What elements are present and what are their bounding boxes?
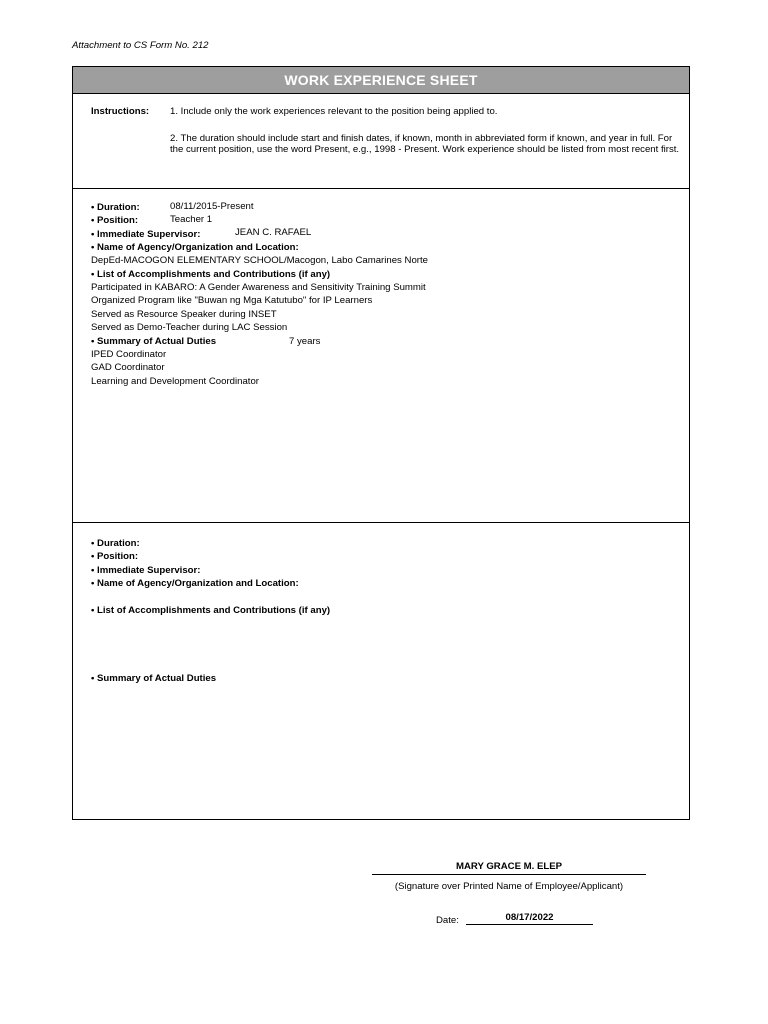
agency-label: • Name of Agency/Organization and Location: xyxy=(91,578,299,589)
accomplishments-label: • List of Accomplishments and Contributions (if any) xyxy=(91,605,331,616)
duties-label: • Summary of Actual Duties xyxy=(91,336,217,347)
accomplishment-item: Organized Program like "Buwan ng Mga Katutubo" for IP Learners xyxy=(91,295,373,306)
duration-label: • Duration: xyxy=(91,202,140,213)
work-experience-form xyxy=(72,66,690,820)
instructions-section xyxy=(73,94,689,189)
position-label: • Position: xyxy=(91,551,139,562)
duration-label: • Duration: xyxy=(91,538,140,549)
duty-item: GAD Coordinator xyxy=(91,362,165,373)
agency-value: DepEd-MACOGON ELEMENTARY SCHOOL/Macogon, Labo Camarines Norte xyxy=(91,255,428,266)
duty-item: Learning and Development Coordinator xyxy=(91,376,259,387)
supervisor-label: • Immediate Supervisor: xyxy=(91,229,201,240)
accomplishment-item: Participated in KABARO: A Gender Awareness and Sensitivity Training Summit xyxy=(91,282,426,293)
supervisor-value: JEAN C. RAFAEL xyxy=(235,227,312,238)
duty-item: IPED Coordinator xyxy=(91,349,167,360)
duties-label: • Summary of Actual Duties xyxy=(91,673,217,684)
date-value: 08/17/2022 xyxy=(466,912,593,925)
supervisor-label: • Immediate Supervisor: xyxy=(91,565,201,576)
duties-years: 7 years xyxy=(289,336,321,347)
work-entry-2 xyxy=(73,524,689,819)
position-value: Teacher 1 xyxy=(170,214,213,225)
position-label: • Position: xyxy=(91,215,139,226)
form-title: WORK EXPERIENCE SHEET xyxy=(73,67,689,94)
accomplishments-label: • List of Accomplishments and Contributions (if any) xyxy=(91,269,331,280)
work-entry-1 xyxy=(73,189,689,523)
accomplishment-item: Served as Resource Speaker during INSET xyxy=(91,309,277,320)
duration-value: 08/11/2015-Present xyxy=(170,201,254,212)
attachment-label: Attachment to CS Form No. 212 xyxy=(72,40,209,51)
instruction-item-2: 2. The duration should include start and finish dates, if known, month in abbreviated form if known, and year in full. For the current position, use the word Present, e.g., 1998 - Present. Work experience should be listed from most recent first. xyxy=(170,133,680,155)
agency-label: • Name of Agency/Organization and Location: xyxy=(91,242,299,253)
signature-name: MARY GRACE M. ELEP xyxy=(372,861,646,875)
date-label: Date: xyxy=(436,915,459,926)
instruction-item-1: 1. Include only the work experiences relevant to the position being applied to. xyxy=(170,106,498,117)
accomplishment-item: Served as Demo-Teacher during LAC Session xyxy=(91,322,288,333)
instructions-label: Instructions: xyxy=(91,106,150,117)
signature-caption: (Signature over Printed Name of Employee/Applicant) xyxy=(394,881,624,892)
